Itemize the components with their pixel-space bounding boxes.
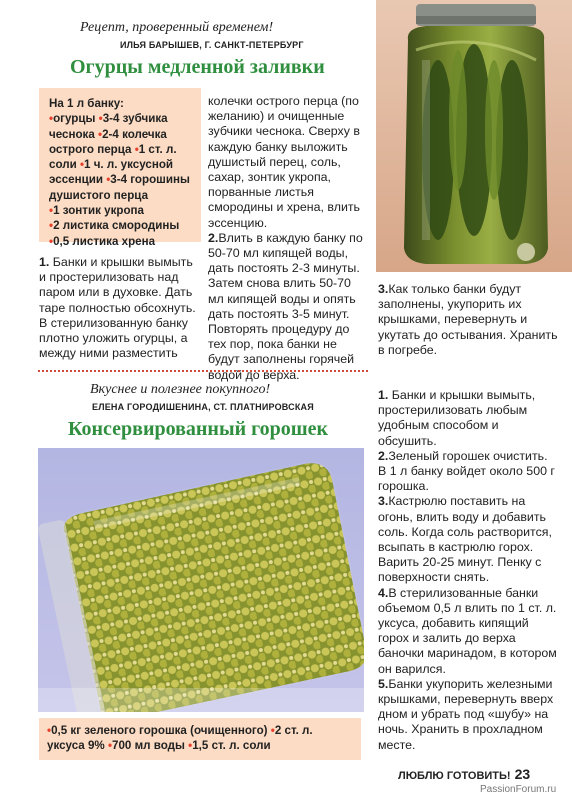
ingredient: 2 листика смородины <box>53 219 180 233</box>
ingredient: 1,5 ст. л. соли <box>192 739 271 753</box>
canned-green-peas-jar-photo <box>38 448 364 712</box>
ingredient: 1 зонтик укропа <box>53 204 144 218</box>
recipe2-step: 2.Зеленый горошек очистить. В 1 л банку войдет около 500 г горошка. <box>378 448 555 494</box>
recipe2-step: 5.Банки укупорить железными крышками, перевернуть вверх дном и убрать под «шубу» на ночь. Хранить в прохладном месте. <box>378 676 554 752</box>
watermark: PassionForum.ru <box>480 784 557 795</box>
recipe1-title: Огурцы медленной заливки <box>70 56 325 78</box>
recipe2-ingredients-box: •0,5 кг зеленого горошка (очищенного) •2 ст. л. уксуса 9% •700 мл воды •1,5 ст. л. соли <box>39 718 361 760</box>
ingredient: 1 ч. л. уксусной эссенции <box>49 158 174 187</box>
recipe2-title: Консервированный горошек <box>68 418 329 440</box>
ingredient: огурцы <box>53 112 96 126</box>
ingredients-header: На 1 л банку: <box>49 97 124 110</box>
recipe1-author: ИЛЬЯ БАРЫШЕВ, Г. САНКТ-ПЕТЕРБУРГ <box>120 40 304 50</box>
ingredients-list: •огурцы •3-4 зубчика чеснока •2-4 колечка острого перца •1 ст. л. соли •1 ч. л. уксусной эссенции •3-4 горошины душистого перца •1 зонтик укропа •2 листика смородины •0,5 листика хрена <box>49 112 190 248</box>
recipe2-steps <box>378 388 558 753</box>
ingredient: 0,5 кг зеленого горошка (очищенного) <box>51 724 268 737</box>
recipe2-step: 1. Банки и крышки вымыть, простерилизовать любым удобным способом и обсушить. <box>378 388 536 448</box>
recipe1-step-2: 2.Влить в каждую банку по 50-70 мл кипящей воды, дать постоять 2-3 минуты. Затем снова влить 50-70 мл кипящей воды и опять дать постоять 3-5 минут. Повторять процедуру до тех пор, пока банки не будут заполнены горячей водой до верха. <box>208 230 363 382</box>
ingredient: 3-4 горошины душистого перца <box>49 173 190 202</box>
recipe2-step: 4.В стерилизованные банки объемом 0,5 л влить по 1 ст. л. уксуса, добавить кипящий горох и залить до верха баночки маринадом, в котором он варился. <box>378 585 557 676</box>
recipe1-column-2 <box>208 94 370 383</box>
recipe2-kicker: Вкуснее и полезнее покупного! <box>90 382 271 397</box>
section-divider <box>38 370 368 372</box>
page-number: 23 <box>514 766 531 782</box>
recipe1-step-1: 1. Банки и крышки вымыть и простерилизовать над паром или в духовке. Дать таре полностью обсохнуть. В стерилизованную банку плотно уложить огурцы, а между ними разместить <box>39 255 196 361</box>
ingredient: 2-4 колечка острого перца <box>49 127 167 156</box>
magazine-name: ЛЮБЛЮ ГОТОВИТЬ! <box>398 770 511 782</box>
pickled-cucumbers-jar-photo <box>376 0 572 272</box>
ingredients-box <box>39 88 201 248</box>
recipe2-author: ЕЛЕНА ГОРОДИШЕНИНА, СТ. ПЛАТНИРОВСКАЯ <box>92 402 314 412</box>
recipe1-step-3: 3.Как только банки будут заполнены, укупорить их крышками, перевернуть и укутать до остывания. Хранить в погребе. <box>378 282 558 357</box>
ingredient: 0,5 листика хрена <box>53 234 156 248</box>
recipe2-step: 3.Кастрюлю поставить на огонь, влить воду и добавить соль. Когда соль растворится, всыпать в кастрюлю горох. Варить 20-25 минут. Пенку с поверхности снять. <box>378 494 552 585</box>
recipe1-kicker: Рецепт, проверенный временем! <box>80 20 274 35</box>
recipe1-step-1-continuation: колечки острого перца (по желанию) и очищенные зубчики чеснока. Сверху в каждую банку выложить душистый перец, соль, сахар, зонтик укропа, порванные листья смородины и хрена, влить эссенцию. <box>208 94 360 230</box>
page-footer <box>398 766 530 782</box>
ingredient: 700 мл воды <box>112 739 185 753</box>
ingredient: 1 ст. л. соли <box>49 142 177 172</box>
ingredient: 2 ст. л. уксуса 9% <box>47 724 313 753</box>
ingredient: 3-4 зубчика чеснока <box>49 112 168 141</box>
